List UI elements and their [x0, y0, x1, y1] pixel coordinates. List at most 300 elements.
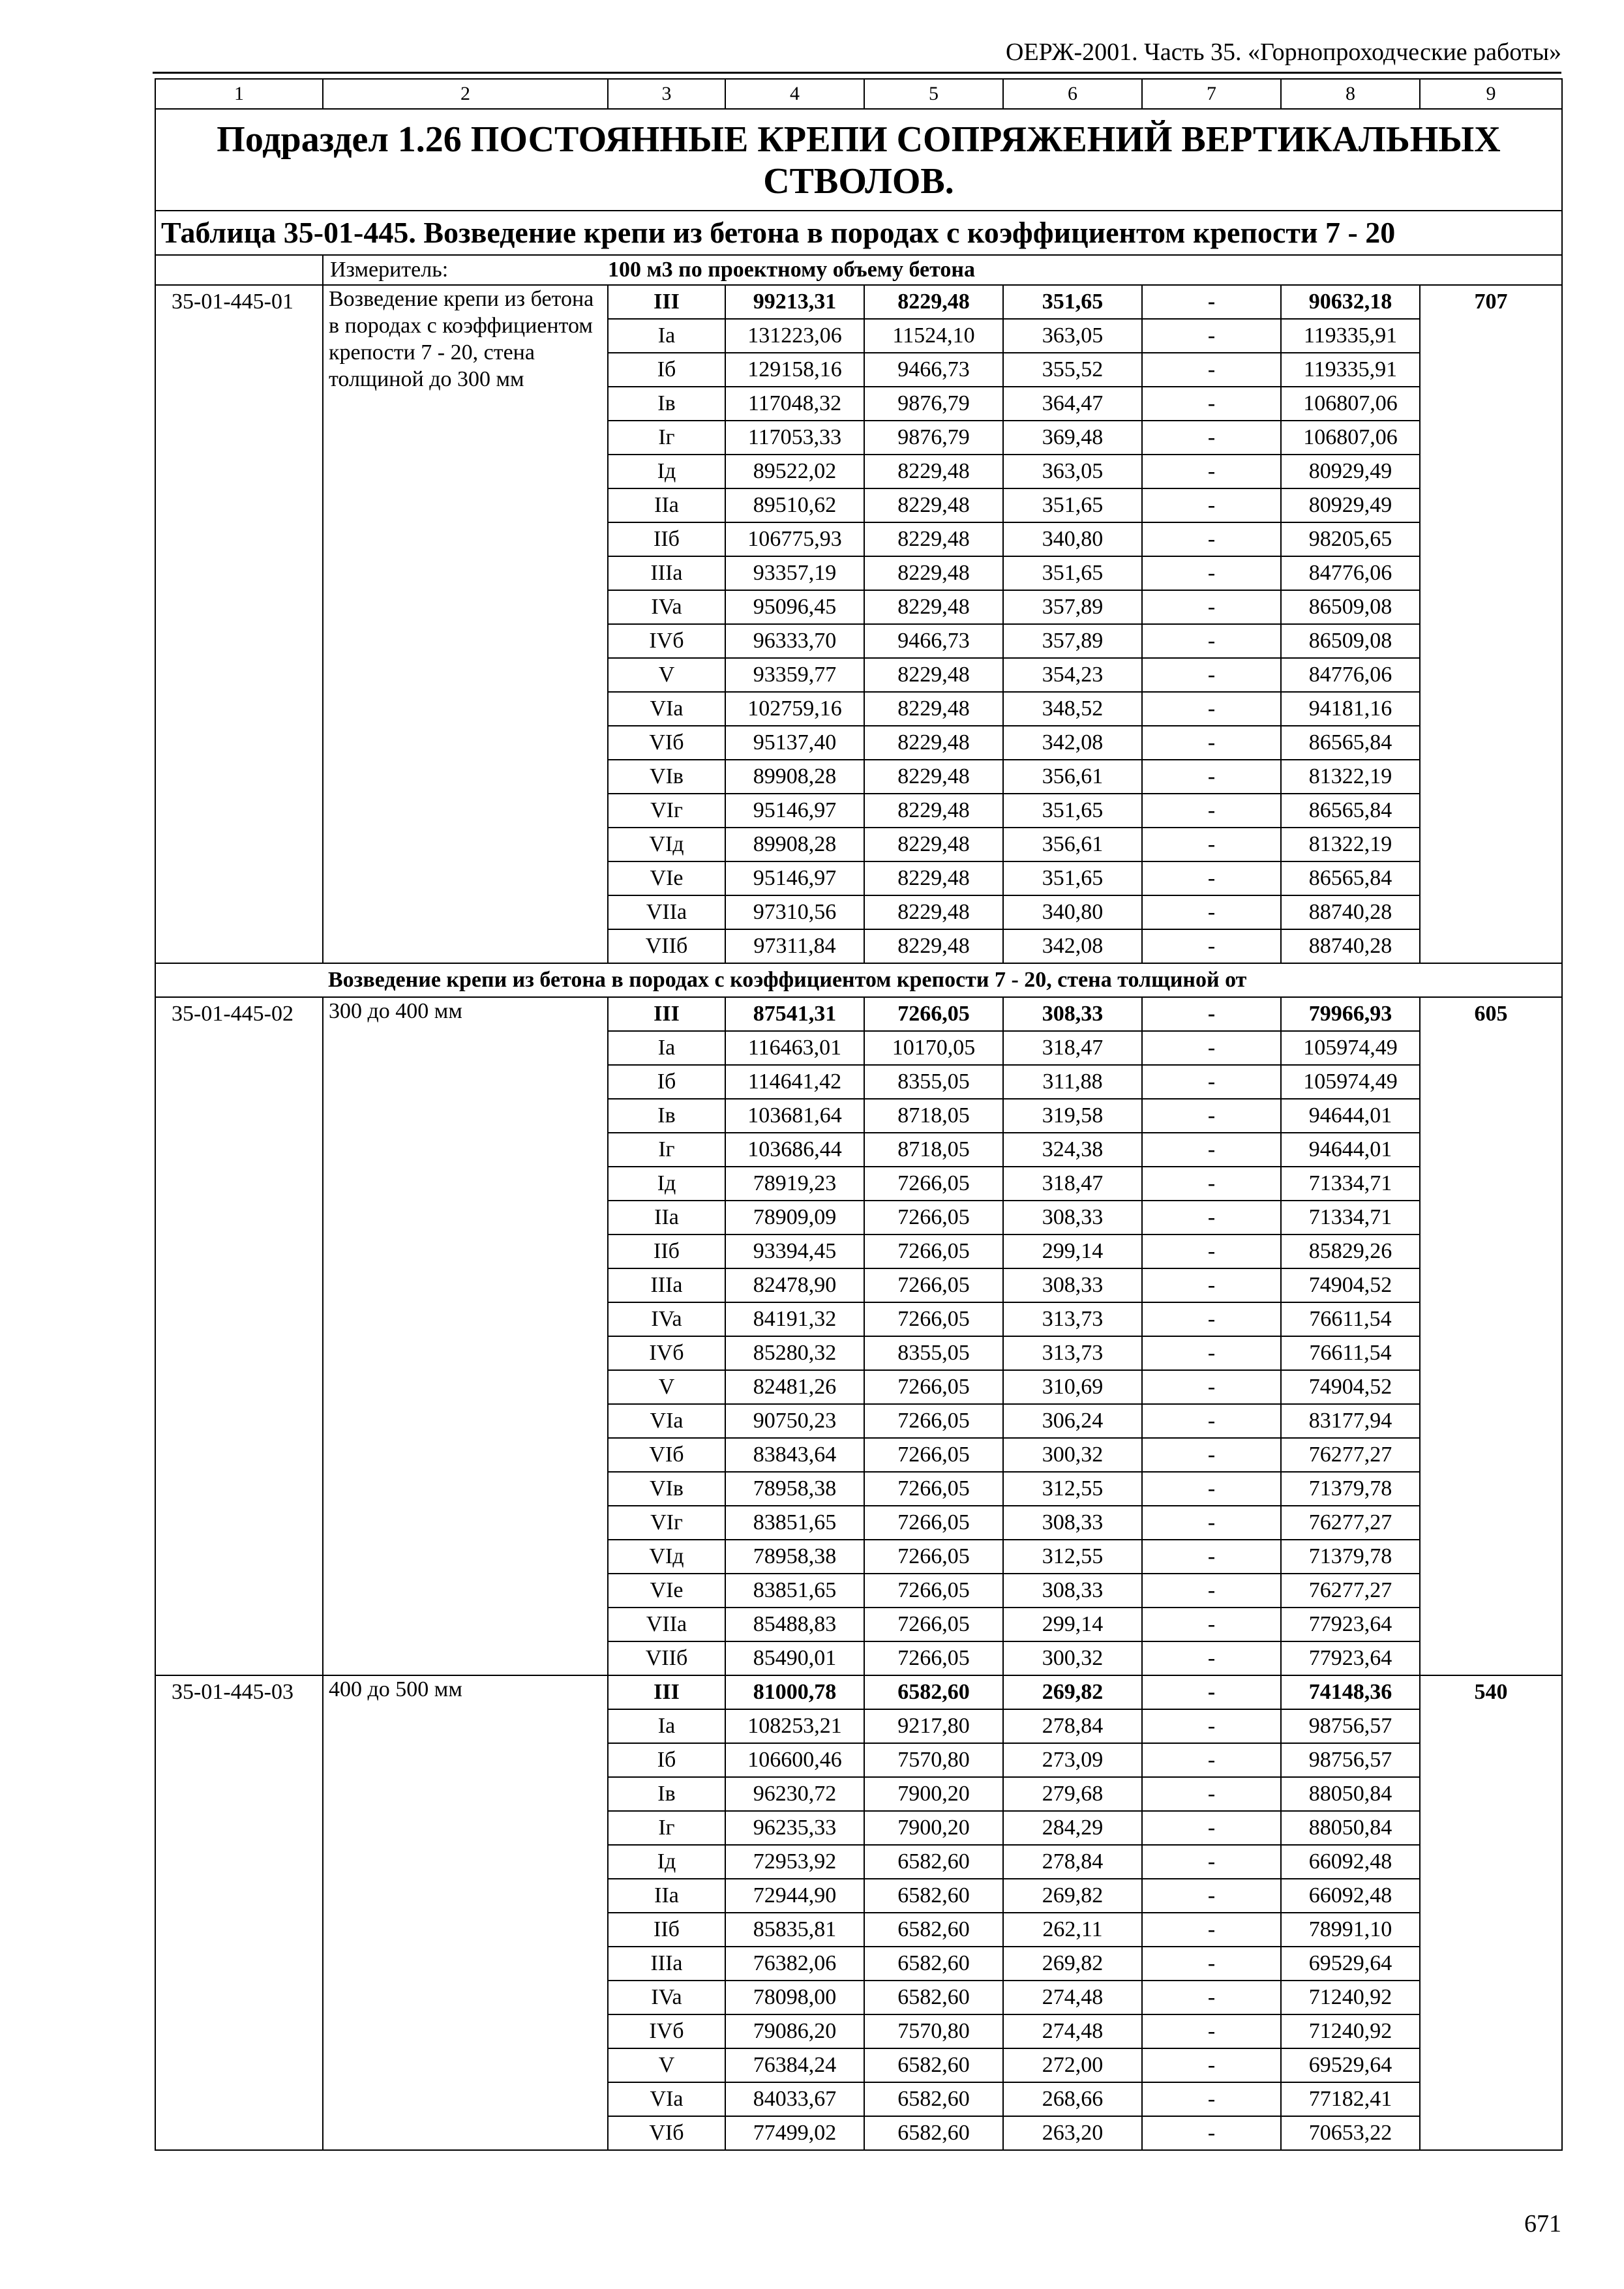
cost-total: 82478,90	[725, 1268, 864, 1302]
rock-category: VIд	[608, 828, 725, 861]
price-table-body	[155, 79, 1562, 2150]
cost-materials: 106807,06	[1281, 387, 1420, 421]
cost-machine-wages: -	[1142, 861, 1281, 895]
cost-machine-wages: -	[1142, 929, 1281, 963]
labor-norm: 707	[1420, 285, 1562, 963]
cost-materials: 71379,78	[1281, 1472, 1420, 1506]
cost-machines: 318,47	[1003, 1167, 1142, 1201]
column-number: 8	[1281, 79, 1420, 109]
rock-category: III	[608, 285, 725, 319]
cost-wages: 7266,05	[864, 1641, 1003, 1675]
cost-total: 96235,33	[725, 1811, 864, 1845]
meter-label: Измеритель:	[323, 255, 608, 285]
cost-wages: 8229,48	[864, 455, 1003, 488]
rock-category: Iг	[608, 421, 725, 455]
cost-machines: 312,55	[1003, 1540, 1142, 1574]
cost-total: 106600,46	[725, 1743, 864, 1777]
cost-machines: 342,08	[1003, 929, 1142, 963]
cost-machines: 272,00	[1003, 2048, 1142, 2082]
column-number: 6	[1003, 79, 1142, 109]
rock-category: IIб	[608, 1913, 725, 1947]
rock-category: IVa	[608, 1981, 725, 2014]
cost-materials: 105974,49	[1281, 1031, 1420, 1065]
cost-total: 87541,31	[725, 997, 864, 1031]
cost-machine-wages: -	[1142, 794, 1281, 828]
rock-category: Iд	[608, 455, 725, 488]
cost-total: 89908,28	[725, 828, 864, 861]
running-header: ОЕРЖ-2001. Часть 35. «Горнопроходческие работы»	[1006, 38, 1561, 66]
cost-wages: 6582,60	[864, 2082, 1003, 2116]
cost-materials: 76611,54	[1281, 1302, 1420, 1336]
cost-total: 83843,64	[725, 1438, 864, 1472]
cost-materials: 94644,01	[1281, 1099, 1420, 1133]
cost-total: 117053,33	[725, 421, 864, 455]
cost-machine-wages: -	[1142, 1608, 1281, 1641]
cost-wages: 6582,60	[864, 1845, 1003, 1879]
cost-wages: 6582,60	[864, 1913, 1003, 1947]
cost-machines: 269,82	[1003, 1675, 1142, 1709]
cost-wages: 7266,05	[864, 1234, 1003, 1268]
cost-machines: 324,38	[1003, 1133, 1142, 1167]
rock-category: VIб	[608, 726, 725, 760]
rock-category: III	[608, 997, 725, 1031]
cost-total: 103681,64	[725, 1099, 864, 1133]
rock-category: VIб	[608, 1438, 725, 1472]
cost-wages: 7266,05	[864, 1201, 1003, 1234]
cost-machines: 357,89	[1003, 624, 1142, 658]
cost-wages: 6582,60	[864, 1981, 1003, 2014]
column-number: 2	[323, 79, 608, 109]
cost-machine-wages: -	[1142, 1336, 1281, 1370]
cost-total: 84191,32	[725, 1302, 864, 1336]
column-number: 5	[864, 79, 1003, 109]
group-note: Возведение крепи из бетона в породах с коэффициентом крепости 7 - 20, стена толщиной от	[323, 963, 1562, 997]
cost-machine-wages: -	[1142, 387, 1281, 421]
cost-machines: 363,05	[1003, 319, 1142, 353]
cost-total: 89908,28	[725, 760, 864, 794]
cost-materials: 119335,91	[1281, 319, 1420, 353]
cost-machines: 340,80	[1003, 522, 1142, 556]
cost-materials: 69529,64	[1281, 2048, 1420, 2082]
cost-wages: 11524,10	[864, 319, 1003, 353]
rock-category: V	[608, 1370, 725, 1404]
cost-machine-wages: -	[1142, 1268, 1281, 1302]
cost-machine-wages: -	[1142, 556, 1281, 590]
rock-category: IIIa	[608, 1268, 725, 1302]
cost-machines: 278,84	[1003, 1709, 1142, 1743]
cost-machines: 308,33	[1003, 1201, 1142, 1234]
cost-materials: 84776,06	[1281, 556, 1420, 590]
cost-machines: 357,89	[1003, 590, 1142, 624]
cost-materials: 74148,36	[1281, 1675, 1420, 1709]
cost-wages: 8718,05	[864, 1133, 1003, 1167]
cost-wages: 8718,05	[864, 1099, 1003, 1133]
cost-machine-wages: -	[1142, 455, 1281, 488]
table-title-row	[155, 211, 1562, 255]
cost-materials: 77923,64	[1281, 1608, 1420, 1641]
cost-materials: 98756,57	[1281, 1709, 1420, 1743]
cost-total: 103686,44	[725, 1133, 864, 1167]
meter-value: 100 м3 по проектному объему бетона	[608, 255, 1562, 285]
cost-total: 117048,32	[725, 387, 864, 421]
cost-machine-wages: -	[1142, 1438, 1281, 1472]
cost-total: 89522,02	[725, 455, 864, 488]
cost-wages: 8229,48	[864, 556, 1003, 590]
cost-machines: 299,14	[1003, 1234, 1142, 1268]
cost-materials: 98756,57	[1281, 1743, 1420, 1777]
rock-category: VIe	[608, 861, 725, 895]
cost-machines: 312,55	[1003, 1472, 1142, 1506]
table-row	[155, 285, 1562, 319]
rock-category: IIб	[608, 1234, 725, 1268]
cost-materials: 83177,94	[1281, 1404, 1420, 1438]
cost-materials: 78991,10	[1281, 1913, 1420, 1947]
labor-norm: 540	[1420, 1675, 1562, 2150]
cost-materials: 85829,26	[1281, 1234, 1420, 1268]
cost-wages: 7570,80	[864, 2014, 1003, 2048]
rock-category: IIIa	[608, 1947, 725, 1981]
cost-wages: 8229,48	[864, 726, 1003, 760]
cost-wages: 8229,48	[864, 861, 1003, 895]
cost-machines: 274,48	[1003, 1981, 1142, 2014]
cost-materials: 86509,08	[1281, 590, 1420, 624]
cost-machine-wages: -	[1142, 285, 1281, 319]
column-number-row	[155, 79, 1562, 109]
cost-machine-wages: -	[1142, 1913, 1281, 1947]
cost-wages: 7900,20	[864, 1777, 1003, 1811]
cost-materials: 71240,92	[1281, 2014, 1420, 2048]
cost-wages: 7266,05	[864, 1302, 1003, 1336]
cost-materials: 86509,08	[1281, 624, 1420, 658]
cost-machine-wages: -	[1142, 1777, 1281, 1811]
cost-machine-wages: -	[1142, 2014, 1281, 2048]
rock-category: VIe	[608, 1574, 725, 1608]
cost-machine-wages: -	[1142, 1506, 1281, 1540]
rock-category: VIб	[608, 2116, 725, 2150]
cost-machines: 300,32	[1003, 1438, 1142, 1472]
cost-machine-wages: -	[1142, 1031, 1281, 1065]
cost-materials: 70653,22	[1281, 2116, 1420, 2150]
cost-wages: 9466,73	[864, 624, 1003, 658]
rock-category: IIa	[608, 488, 725, 522]
cost-wages: 8229,48	[864, 692, 1003, 726]
cost-materials: 74904,52	[1281, 1268, 1420, 1302]
rock-category: III	[608, 1675, 725, 1709]
cost-wages: 7266,05	[864, 1167, 1003, 1201]
cost-machine-wages: -	[1142, 1234, 1281, 1268]
cost-machines: 356,61	[1003, 828, 1142, 861]
cost-machines: 351,65	[1003, 861, 1142, 895]
rock-category: VIг	[608, 794, 725, 828]
cost-materials: 71334,71	[1281, 1201, 1420, 1234]
cost-machine-wages: -	[1142, 997, 1281, 1031]
cost-wages: 6582,60	[864, 1879, 1003, 1913]
cost-machines: 279,68	[1003, 1777, 1142, 1811]
cost-materials: 81322,19	[1281, 760, 1420, 794]
cost-machine-wages: -	[1142, 760, 1281, 794]
table-row	[155, 1675, 1562, 1709]
cost-machine-wages: -	[1142, 1641, 1281, 1675]
cost-materials: 76277,27	[1281, 1438, 1420, 1472]
cost-total: 83851,65	[725, 1574, 864, 1608]
cost-machines: 354,23	[1003, 658, 1142, 692]
cost-total: 85835,81	[725, 1913, 864, 1947]
cost-wages: 7266,05	[864, 997, 1003, 1031]
cost-machines: 306,24	[1003, 1404, 1142, 1438]
cost-total: 84033,67	[725, 2082, 864, 2116]
cost-materials: 88740,28	[1281, 929, 1420, 963]
cost-wages: 6582,60	[864, 1947, 1003, 1981]
cost-wages: 8229,48	[864, 828, 1003, 861]
column-number: 1	[155, 79, 323, 109]
cost-total: 77499,02	[725, 2116, 864, 2150]
cost-total: 108253,21	[725, 1709, 864, 1743]
cost-materials: 94644,01	[1281, 1133, 1420, 1167]
cost-total: 93394,45	[725, 1234, 864, 1268]
cost-machine-wages: -	[1142, 2116, 1281, 2150]
cost-materials: 76611,54	[1281, 1336, 1420, 1370]
cost-machine-wages: -	[1142, 1370, 1281, 1404]
rock-category: VIa	[608, 1404, 725, 1438]
cost-wages: 8229,48	[864, 658, 1003, 692]
cost-materials: 80929,49	[1281, 455, 1420, 488]
cost-materials: 119335,91	[1281, 353, 1420, 387]
cost-machine-wages: -	[1142, 522, 1281, 556]
cost-machines: 278,84	[1003, 1845, 1142, 1879]
cost-machine-wages: -	[1142, 2082, 1281, 2116]
cost-total: 96333,70	[725, 624, 864, 658]
rock-category: Iв	[608, 1099, 725, 1133]
cost-materials: 86565,84	[1281, 726, 1420, 760]
cost-machines: 274,48	[1003, 2014, 1142, 2048]
cost-machines: 308,33	[1003, 1574, 1142, 1608]
rock-category: Iб	[608, 353, 725, 387]
cost-machines: 356,61	[1003, 760, 1142, 794]
rock-category: VIIб	[608, 929, 725, 963]
cost-machines: 284,29	[1003, 1811, 1142, 1845]
rock-category: IIIa	[608, 556, 725, 590]
cost-total: 90750,23	[725, 1404, 864, 1438]
cost-machines: 340,80	[1003, 895, 1142, 929]
cost-materials: 71334,71	[1281, 1167, 1420, 1201]
cost-materials: 79966,93	[1281, 997, 1420, 1031]
cost-machines: 355,52	[1003, 353, 1142, 387]
cost-wages: 7266,05	[864, 1472, 1003, 1506]
rock-category: VIIб	[608, 1641, 725, 1675]
cost-machines: 308,33	[1003, 1268, 1142, 1302]
cost-wages: 7266,05	[864, 1574, 1003, 1608]
cost-machines: 351,65	[1003, 488, 1142, 522]
cost-machines: 318,47	[1003, 1031, 1142, 1065]
cost-total: 129158,16	[725, 353, 864, 387]
cost-total: 106775,93	[725, 522, 864, 556]
cost-machine-wages: -	[1142, 1675, 1281, 1709]
cost-materials: 106807,06	[1281, 421, 1420, 455]
cost-machine-wages: -	[1142, 1743, 1281, 1777]
cost-total: 85488,83	[725, 1608, 864, 1641]
cost-total: 85490,01	[725, 1641, 864, 1675]
rock-category: Ia	[608, 1709, 725, 1743]
rate-description: Возведение крепи из бетона в породах с коэффициентом крепости 7 - 20, стена толщиной до 300 мм	[323, 285, 608, 963]
cost-total: 95146,97	[725, 861, 864, 895]
cost-machine-wages: -	[1142, 624, 1281, 658]
cost-machines: 262,11	[1003, 1913, 1142, 1947]
rock-category: IIa	[608, 1879, 725, 1913]
cost-materials: 66092,48	[1281, 1845, 1420, 1879]
column-number: 7	[1142, 79, 1281, 109]
rock-category: Ia	[608, 1031, 725, 1065]
cost-materials: 77182,41	[1281, 2082, 1420, 2116]
cost-machines: 269,82	[1003, 1947, 1142, 1981]
rock-category: VIг	[608, 1506, 725, 1540]
rock-category: V	[608, 658, 725, 692]
cost-materials: 84776,06	[1281, 658, 1420, 692]
cost-total: 131223,06	[725, 319, 864, 353]
cost-total: 79086,20	[725, 2014, 864, 2048]
rock-category: Iд	[608, 1845, 725, 1879]
cost-machine-wages: -	[1142, 726, 1281, 760]
cost-materials: 86565,84	[1281, 861, 1420, 895]
cost-materials: 76277,27	[1281, 1574, 1420, 1608]
table-title: Таблица 35-01-445. Возведение крепи из бетона в породах с коэффициентом крепости 7 - 20	[155, 211, 1562, 255]
cost-materials: 88050,84	[1281, 1811, 1420, 1845]
rate-code: 35-01-445-02	[155, 997, 323, 1675]
cost-wages: 8229,48	[864, 895, 1003, 929]
cost-machines: 310,69	[1003, 1370, 1142, 1404]
cost-machine-wages: -	[1142, 658, 1281, 692]
cost-machine-wages: -	[1142, 1133, 1281, 1167]
rock-category: IIa	[608, 1201, 725, 1234]
header-rule	[153, 72, 1561, 74]
cost-total: 85280,32	[725, 1336, 864, 1370]
cost-materials: 76277,27	[1281, 1506, 1420, 1540]
cost-wages: 6582,60	[864, 2116, 1003, 2150]
cost-total: 78919,23	[725, 1167, 864, 1201]
cost-wages: 8355,05	[864, 1336, 1003, 1370]
column-number: 9	[1420, 79, 1562, 109]
cost-machine-wages: -	[1142, 895, 1281, 929]
rock-category: Iд	[608, 1167, 725, 1201]
cost-machine-wages: -	[1142, 319, 1281, 353]
cost-total: 76384,24	[725, 2048, 864, 2082]
cost-wages: 8229,48	[864, 285, 1003, 319]
cost-machine-wages: -	[1142, 1302, 1281, 1336]
cost-wages: 7266,05	[864, 1404, 1003, 1438]
cost-wages: 9876,79	[864, 387, 1003, 421]
cost-machine-wages: -	[1142, 1845, 1281, 1879]
rate-code: 35-01-445-03	[155, 1675, 323, 2150]
cost-materials: 86565,84	[1281, 794, 1420, 828]
rock-category: IVб	[608, 1336, 725, 1370]
cost-total: 96230,72	[725, 1777, 864, 1811]
cost-wages: 7570,80	[864, 1743, 1003, 1777]
cost-wages: 8229,48	[864, 590, 1003, 624]
cost-total: 72944,90	[725, 1879, 864, 1913]
cost-materials: 74904,52	[1281, 1370, 1420, 1404]
cost-materials: 98205,65	[1281, 522, 1420, 556]
labor-norm: 605	[1420, 997, 1562, 1675]
rock-category: Iб	[608, 1065, 725, 1099]
rock-category: VIд	[608, 1540, 725, 1574]
cost-machine-wages: -	[1142, 1472, 1281, 1506]
subsection-title: Подраздел 1.26 ПОСТОЯННЫЕ КРЕПИ СОПРЯЖЕНИЙ ВЕРТИКАЛЬНЫХ СТВОЛОВ.	[155, 109, 1562, 211]
rock-category: Iг	[608, 1133, 725, 1167]
cost-materials: 94181,16	[1281, 692, 1420, 726]
cost-total: 83851,65	[725, 1506, 864, 1540]
cost-materials: 69529,64	[1281, 1947, 1420, 1981]
cost-total: 97311,84	[725, 929, 864, 963]
page-number: 671	[1524, 2210, 1561, 2237]
rock-category: VIIa	[608, 1608, 725, 1641]
cost-wages: 7266,05	[864, 1608, 1003, 1641]
rock-category: Iб	[608, 1743, 725, 1777]
cost-wages: 8229,48	[864, 794, 1003, 828]
cost-wages: 6582,60	[864, 2048, 1003, 2082]
table-row	[155, 997, 1562, 1031]
cost-wages: 9876,79	[864, 421, 1003, 455]
cost-machines: 364,47	[1003, 387, 1142, 421]
cost-machine-wages: -	[1142, 1811, 1281, 1845]
cost-wages: 9466,73	[864, 353, 1003, 387]
cost-machine-wages: -	[1142, 1981, 1281, 2014]
rock-category: VIIa	[608, 895, 725, 929]
cost-total: 93359,77	[725, 658, 864, 692]
cost-total: 78958,38	[725, 1540, 864, 1574]
cost-materials: 90632,18	[1281, 285, 1420, 319]
cost-total: 72953,92	[725, 1845, 864, 1879]
cost-total: 81000,78	[725, 1675, 864, 1709]
cost-materials: 71379,78	[1281, 1540, 1420, 1574]
cost-machine-wages: -	[1142, 1404, 1281, 1438]
cost-machine-wages: -	[1142, 353, 1281, 387]
cost-wages: 9217,80	[864, 1709, 1003, 1743]
cost-materials: 71240,92	[1281, 1981, 1420, 2014]
cost-wages: 8229,48	[864, 488, 1003, 522]
cost-materials: 77923,64	[1281, 1641, 1420, 1675]
rate-description: 400 до 500 мм	[323, 1675, 608, 2150]
cost-materials: 81322,19	[1281, 828, 1420, 861]
cost-machine-wages: -	[1142, 1099, 1281, 1133]
cost-total: 76382,06	[725, 1947, 864, 1981]
cost-machine-wages: -	[1142, 1201, 1281, 1234]
cost-machines: 363,05	[1003, 455, 1142, 488]
cost-machines: 308,33	[1003, 997, 1142, 1031]
cost-wages: 8229,48	[864, 522, 1003, 556]
cost-machine-wages: -	[1142, 1540, 1281, 1574]
rock-category: IVб	[608, 624, 725, 658]
rock-category: IVa	[608, 1302, 725, 1336]
cost-wages: 7266,05	[864, 1540, 1003, 1574]
cost-machines: 342,08	[1003, 726, 1142, 760]
cost-machines: 300,32	[1003, 1641, 1142, 1675]
cost-materials: 80929,49	[1281, 488, 1420, 522]
rock-category: IVa	[608, 590, 725, 624]
cost-machines: 313,73	[1003, 1302, 1142, 1336]
rock-category: VIa	[608, 692, 725, 726]
cost-machines: 263,20	[1003, 2116, 1142, 2150]
rock-category: VIв	[608, 760, 725, 794]
cost-machines: 308,33	[1003, 1506, 1142, 1540]
cost-wages: 7266,05	[864, 1438, 1003, 1472]
rock-category: V	[608, 2048, 725, 2082]
cost-machines: 273,09	[1003, 1743, 1142, 1777]
cost-wages: 10170,05	[864, 1031, 1003, 1065]
cost-materials: 88050,84	[1281, 1777, 1420, 1811]
cost-total: 78909,09	[725, 1201, 864, 1234]
cost-machine-wages: -	[1142, 2048, 1281, 2082]
cost-machine-wages: -	[1142, 1709, 1281, 1743]
cost-wages: 8229,48	[864, 929, 1003, 963]
